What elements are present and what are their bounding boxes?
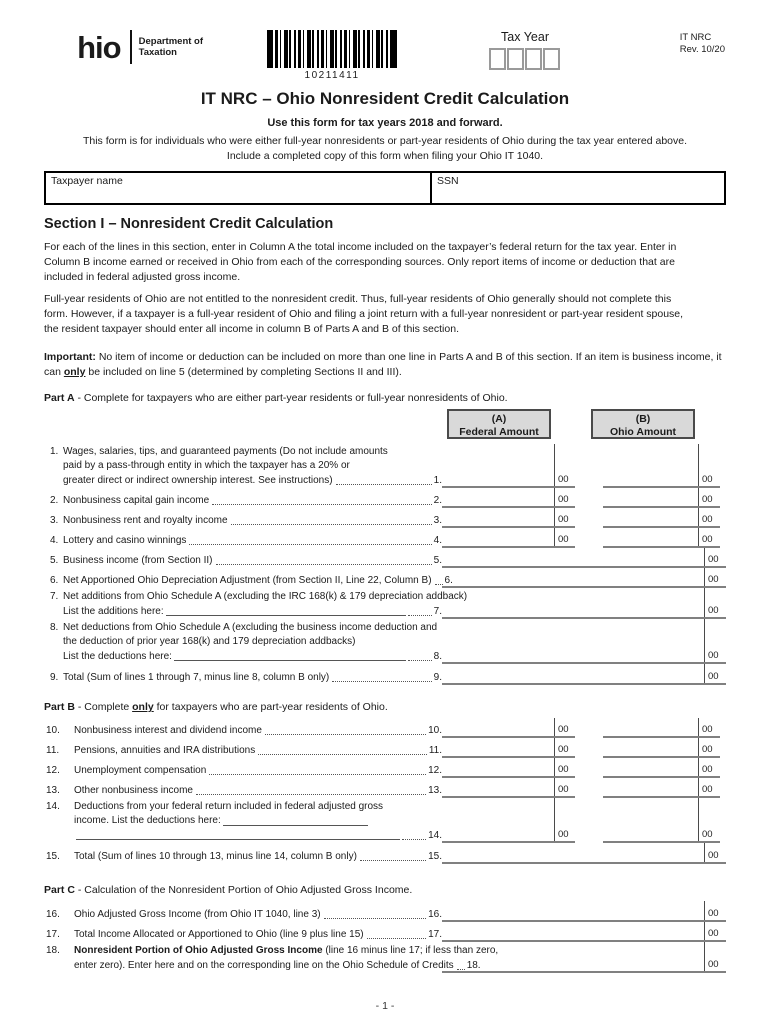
form-row-line-12: 12. Unemployment compensation 12. 00 00 xyxy=(44,758,726,778)
write-in-line[interactable] xyxy=(223,825,368,826)
ohio-amount-field[interactable]: 00 xyxy=(603,798,720,843)
dotted-leader xyxy=(231,524,432,525)
dotted-leader xyxy=(189,544,431,545)
write-in-line[interactable] xyxy=(166,615,406,616)
form-code: IT NRC xyxy=(679,32,712,43)
ohio-logo xyxy=(54,30,203,64)
barcode-block xyxy=(261,30,403,81)
form-row-line-2: 2. Nonbusiness capital gain income 2. 00 00 xyxy=(44,488,726,508)
tax-year-boxes xyxy=(489,48,561,70)
federal-amount-field[interactable]: 00 xyxy=(442,528,575,548)
ohio-wordmark: Ohio xyxy=(54,29,121,65)
ohio-amount-header: (B) Ohio Amount xyxy=(591,409,695,439)
part-c-heading: Part C - Calculation of the Nonresident Portion of Ohio Adjusted Gross Income. xyxy=(44,884,413,897)
tax-year-label: Tax Year xyxy=(501,30,550,44)
dotted-leader xyxy=(209,774,426,775)
dotted-leader xyxy=(196,794,426,795)
amount-column-headers xyxy=(44,409,726,439)
form-row-line-1: 1. Wages, salaries, tips, and guaranteed payments (Do not include amounts paid by a pass-through entity in which the taxpayer has a 20% or greater direct or indirect ownership interest. See instructions) 1. 00 00 xyxy=(44,444,726,488)
revision-date: Rev. 10/20 xyxy=(679,44,725,55)
cents-box: 00 xyxy=(554,444,575,486)
dotted-leader xyxy=(258,754,427,755)
form-row-line-17: 17. Total Income Allocated or Apportioned to Ohio (line 9 plus line 15) 17. 00 xyxy=(44,922,726,942)
form-revision xyxy=(680,30,725,56)
barcode-icon xyxy=(267,30,397,68)
tax-year-digit-box[interactable] xyxy=(525,48,542,70)
line-number: 1. xyxy=(50,445,59,457)
ohio-amount-field[interactable]: 00 xyxy=(442,843,726,864)
form-row-line-18: 18. Nonresident Portion of Ohio Adjusted Gross Income (line 16 minus line 17; if less than zero, enter zero). Enter here and on the corresponding line on the Ohio Schedule of Credits 18. 00 xyxy=(44,942,726,973)
dotted-leader xyxy=(216,564,432,565)
ssn-field[interactable]: SSN xyxy=(430,173,724,203)
part-b-rows xyxy=(44,718,726,864)
tax-year-digit-box[interactable] xyxy=(543,48,560,70)
federal-amount-field[interactable]: 00 xyxy=(442,718,575,738)
form-row-line-10: 10. Nonbusiness interest and dividend income 10. 00 00 xyxy=(44,718,726,738)
form-row-line-4: 4. Lottery and casino winnings 4. 00 00 xyxy=(44,528,726,548)
form-row-line-16: 16. Ohio Adjusted Gross Income (from Ohio IT 1040, line 3) 16. 00 xyxy=(44,901,726,922)
dotted-leader xyxy=(402,839,426,840)
federal-amount-field[interactable]: 00 xyxy=(442,798,575,843)
ohio-amount-field[interactable]: 00 xyxy=(603,488,720,508)
part-b-heading: Part B - Complete only for taxpayers who are part-year residents of Ohio. xyxy=(44,701,388,714)
part-a-rows xyxy=(44,444,726,685)
dotted-leader xyxy=(360,860,426,861)
ohio-amount-field[interactable] xyxy=(603,444,720,488)
form-row-line-8: 8. Net deductions from Ohio Schedule A (excluding the business income deduction and the deduction of prior year 168(k) and 179 depreciation addbacks) List the deductions here: 8. 00 xyxy=(44,619,726,664)
write-in-line[interactable] xyxy=(174,660,406,661)
form-row-line-9: 9. Total (Sum of lines 1 through 7, minus line 8, column B only) 9. 00 xyxy=(44,664,726,685)
ohio-amount-field[interactable]: 00 xyxy=(603,738,720,758)
form-row-line-3: 3. Nonbusiness rent and royalty income 3. 00 00 xyxy=(44,508,726,528)
ohio-amount-field[interactable]: 00 xyxy=(442,901,726,922)
tax-year-digit-box[interactable] xyxy=(489,48,506,70)
ohio-amount-field[interactable]: 00 xyxy=(442,664,726,685)
taxpayer-info-box xyxy=(44,171,726,205)
page-number: - 1 - xyxy=(375,1000,395,1012)
only-emphasis: only xyxy=(63,365,86,378)
ohio-amount-field[interactable]: 00 xyxy=(603,778,720,798)
page-title: IT NRC – Ohio Nonresident Credit Calculation xyxy=(200,89,570,108)
dotted-leader xyxy=(336,484,432,485)
section1-paragraph-2: Full-year residents of Ohio are not entitled to the nonresident credit. Thus, full-year residents of Ohio generally should not complete this form. However, if a taxpayer is a full-year resident of Ohio and filing a joint return with a full-year nonresident or part-year resident spouse, the resident taxpayer should enter all income in column B of Parts A and B of this section. xyxy=(44,293,684,335)
federal-amount-field[interactable]: 00 xyxy=(442,508,575,528)
dotted-leader xyxy=(408,660,432,661)
intro-text: This form is for individuals who were either full-year nonresidents or part-year residents of Ohio during the tax year entered above. Include a completed copy of this form when filing your Ohio IT 1040. xyxy=(82,135,688,162)
ohio-amount-field[interactable]: 00 xyxy=(442,548,726,568)
federal-amount-field[interactable] xyxy=(442,444,575,488)
only-emphasis: only xyxy=(132,701,154,714)
write-in-line[interactable] xyxy=(76,839,400,840)
form-row-line-14: 14. Deductions from your federal return included in federal adjusted gross income. List the deductions here: 14. 00 00 xyxy=(44,798,726,843)
taxpayer-name-field[interactable]: Taxpayer name xyxy=(51,175,123,187)
tax-year-block xyxy=(489,30,561,70)
important-label: Important: xyxy=(44,350,96,363)
ohio-amount-field[interactable]: 00 xyxy=(442,942,726,973)
ohio-amount-field[interactable]: 00 xyxy=(442,568,726,588)
ohio-amount-field[interactable]: 00 xyxy=(442,588,726,619)
federal-amount-field[interactable]: 00 xyxy=(442,778,575,798)
ohio-amount-field[interactable]: 00 xyxy=(603,508,720,528)
form-row-line-13: 13. Other nonbusiness income 13. 00 00 xyxy=(44,778,726,798)
federal-amount-header: (A) Federal Amount xyxy=(447,409,551,439)
ohio-amount-field[interactable]: 00 xyxy=(603,758,720,778)
form-row-line-11: 11. Pensions, annuities and IRA distributions 11. 00 00 xyxy=(44,738,726,758)
dotted-leader xyxy=(408,615,432,616)
dotted-leader xyxy=(332,681,431,682)
ohio-amount-field[interactable]: 00 xyxy=(442,619,726,664)
form-header xyxy=(0,0,770,81)
dotted-leader xyxy=(367,938,426,939)
part-c-rows xyxy=(44,901,726,973)
form-row-line-5: 5. Business income (from Section II) 5. 00 xyxy=(44,548,726,568)
tax-year-digit-box[interactable] xyxy=(507,48,524,70)
ohio-amount-field[interactable]: 00 xyxy=(442,922,726,942)
ohio-amount-field[interactable]: 00 xyxy=(603,528,720,548)
department-label: Department of Taxation xyxy=(138,36,204,58)
important-note: Important: No item of income or deduction can be included on more than one line in Parts A and B of this section. If an item is business income, it can only be included on line 5 (determined by completing Sections II and III). xyxy=(44,350,722,378)
dotted-leader xyxy=(324,918,426,919)
dotted-leader xyxy=(265,734,426,735)
form-row-line-15: 15. Total (Sum of lines 10 through 13, minus line 14, column B only) 15. 00 xyxy=(44,843,726,864)
dotted-leader xyxy=(212,504,431,505)
cents-box: 00 xyxy=(698,444,720,486)
federal-amount-field[interactable]: 00 xyxy=(442,488,575,508)
barcode-number: 10211411 xyxy=(304,70,360,81)
form-subtitle: Use this form for tax years 2018 and forward. xyxy=(267,117,503,129)
logo-divider xyxy=(130,30,132,64)
section1-paragraph-1: For each of the lines in this section, enter in Column A the total income included on the taxpayer’s federal return for the tax year. Enter in Column B income earned or received in Ohio from each of the corresponding sources. Only report items of income or deduction that are included in federal adjusted gross income. xyxy=(44,241,677,283)
section1-heading: Section I – Nonresident Credit Calculation xyxy=(44,216,334,232)
federal-amount-field[interactable]: 00 xyxy=(442,738,575,758)
ohio-amount-field[interactable]: 00 xyxy=(603,718,720,738)
form-row-line-7: 7. Net additions from Ohio Schedule A (excluding the IRC 168(k) & 179 depreciation addback) List the additions here: 7. 00 xyxy=(44,588,726,619)
federal-amount-field[interactable]: 00 xyxy=(442,758,575,778)
part-a-heading: Part A - Complete for taxpayers who are either part-year residents or full-year nonresidents of Ohio. xyxy=(44,392,508,405)
form-row-line-6: 6. Net Apportioned Ohio Depreciation Adjustment (from Section II, Line 22, Column B) 6. 00 xyxy=(44,568,726,588)
